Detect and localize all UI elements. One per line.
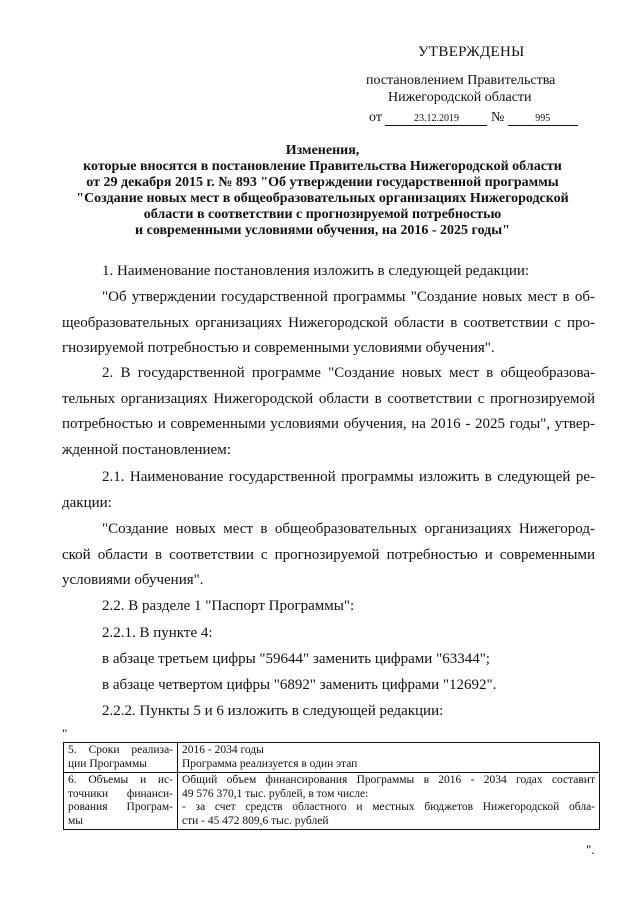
paragraph-line: дакции: — [62, 494, 112, 511]
passport-table — [63, 742, 600, 830]
paragraph-line: ской области в соответствии с прогнозируемой потребностью и современными — [62, 546, 595, 563]
paragraph-4 — [62, 465, 595, 516]
paragraph-line: 2. В государственной программе "Создание новых мест в общеобразова- — [102, 365, 595, 381]
paragraph-line: 2.2.2. Пункты 5 и 6 изложить в следующей редакции: — [102, 703, 444, 719]
paragraph-line: "Об утверждении государственной программы "Создание новых мест в об- — [102, 289, 595, 305]
approval-line-1: постановлением Правительства — [366, 73, 556, 88]
title-line: от 29 декабря 2015 г. № 893 "Об утверждении государственной программы — [86, 175, 559, 190]
table-cell-value: 2016 - 2034 годы Программа реализуется в один этап — [178, 743, 600, 773]
title-line: Изменения, — [285, 143, 360, 158]
paragraph-line: тельных организациях Нижегородской области в соответствии с прогнозируемой — [62, 390, 595, 407]
paragraph-line: потребностью и современными условиями обучения, на 2016 - 2025 годы", утвер- — [62, 416, 595, 432]
paragraph-line: 1. Наименование постановления изложить в следующей редакции: — [102, 263, 530, 279]
paragraph-10 — [62, 699, 595, 725]
table-row — [64, 743, 600, 773]
paragraph-line: 2.1. Наименование государственной программы изложить в следующей ре- — [102, 469, 595, 485]
title-line: области в соответствии с прогнозируемой потребностью — [143, 207, 502, 222]
paragraph-line: гнозируемой потребностью и современными условиями обучения". — [62, 340, 495, 356]
approval-number: 995 — [508, 113, 578, 126]
table-cell-label: 5. Сроки реализа- ции Программы — [64, 743, 178, 773]
paragraph-line: условиями обучения". — [62, 572, 204, 588]
table-cell-value: Общий объем финансирования Программы в 2016 - 2034 годах составит 49 576 370,1 тыс. рублей, в том числе: - за счет средств областного и местных бюджетов Нижегородской обла- сти - 45 472 809,6 тыс. рублей — [178, 773, 600, 830]
approval-date-line — [369, 109, 578, 126]
paragraph-line: жденной постановлением: — [62, 441, 231, 458]
approval-line-2: Нижегородской области — [388, 90, 532, 105]
approval-date: 23.12.2019 — [385, 113, 487, 126]
title-line: и современными условиями обучения, на 2016 - 2025 годы" — [135, 223, 510, 238]
paragraph-7 — [62, 621, 595, 647]
document-title — [40, 143, 605, 239]
paragraph-3 — [62, 361, 595, 463]
paragraph-line: щеобразовательных организациях Нижегородской области в соответствии с про- — [62, 314, 595, 331]
approval-from-label: от — [369, 110, 382, 125]
paragraph-2 — [62, 285, 595, 362]
paragraph-line: 2.2.1. В пункте 4: — [102, 625, 213, 641]
paragraph-line: в абзаце третьем цифры "59644" заменить цифрами "63344"; — [102, 651, 490, 667]
title-line: "Создание новых мест в общеобразовательных организациях Нижегородской — [76, 191, 569, 206]
close-quote: ". — [586, 842, 595, 857]
title-line: которые вносятся в постановление Правительства Нижегородской области — [83, 159, 562, 174]
table-cell-label: 6. Объемы и ис- точники финанси- рования Програм- мы — [64, 773, 178, 830]
paragraph-5 — [62, 517, 595, 594]
table-row — [64, 773, 600, 830]
paragraph-line: в абзаце четвертом цифры "6892" заменить цифрами "12692". — [102, 677, 497, 693]
paragraph-8 — [62, 647, 595, 673]
approval-word: УТВЕРЖДЕНЫ — [418, 44, 525, 60]
paragraph-line: 2.2. В разделе 1 "Паспорт Программы": — [102, 598, 355, 614]
paragraph-6 — [62, 594, 595, 620]
paragraph-1 — [62, 259, 595, 285]
paragraph-line: "Создание новых мест в общеобразовательных организациях Нижегород- — [102, 521, 595, 537]
paragraph-9 — [62, 673, 595, 699]
approval-number-label: № — [490, 110, 505, 125]
open-quote: " — [62, 726, 68, 741]
